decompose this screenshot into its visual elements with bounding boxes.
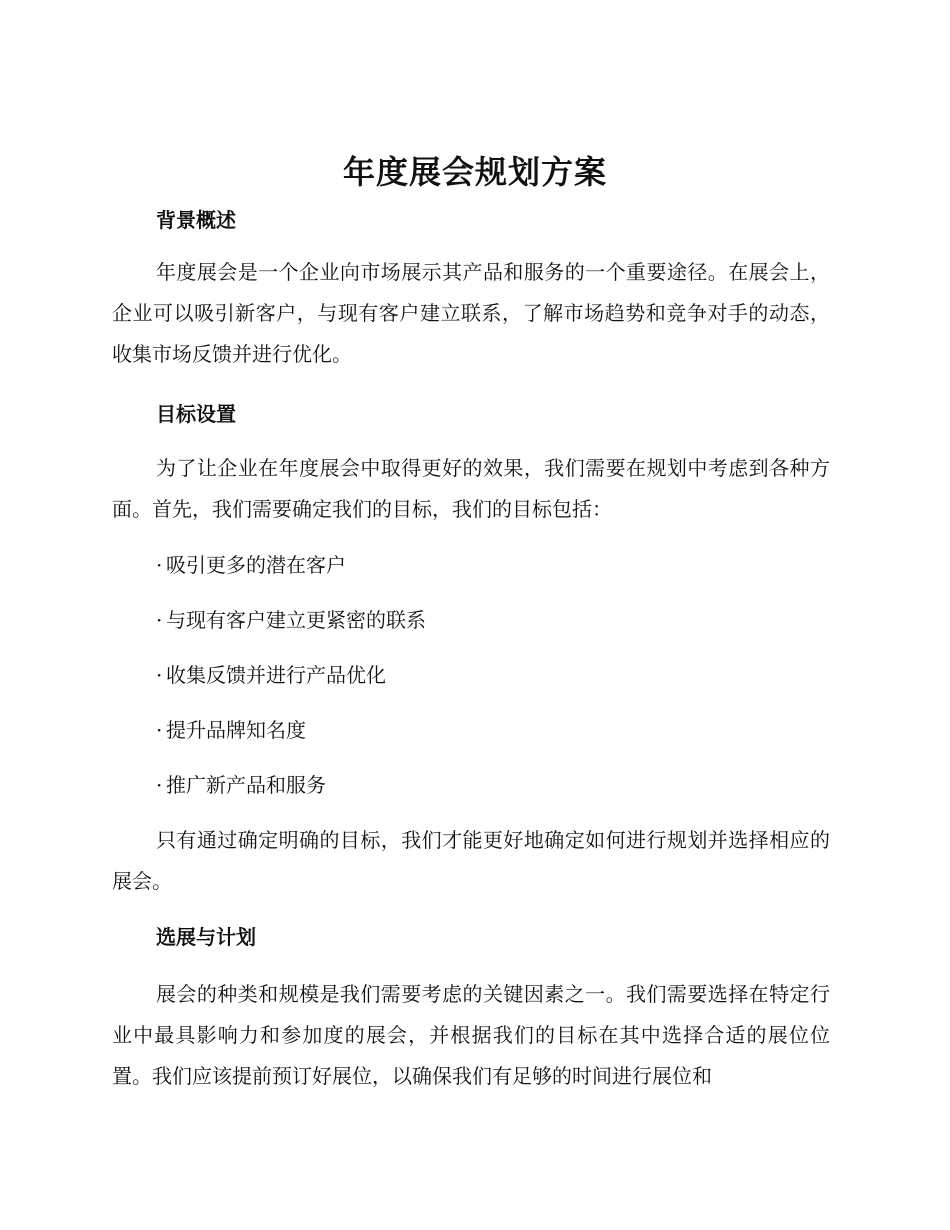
- paragraph-background: 年度展会是一个企业向市场展示其产品和服务的一个重要途径。在展会上，企业可以吸引新客户，与现有客户建立联系，了解市场趋势和竞争对手的动态，收集市场反馈并进行优化。: [112, 260, 830, 366]
- section-heading-goals: 目标设置: [156, 402, 236, 426]
- bullet-marker: ·: [156, 663, 163, 687]
- list-item: [156, 770, 326, 800]
- list-item-text: 与现有客户建立更紧密的联系: [166, 608, 426, 632]
- list-item-text: 吸引更多的潜在客户: [166, 553, 346, 577]
- bullet-marker: ·: [156, 773, 163, 797]
- paragraph-goals-conclusion: 只有通过确定明确的目标，我们才能更好地确定如何进行规划并选择相应的展会。: [112, 828, 830, 893]
- list-item-text: 推广新产品和服务: [166, 773, 326, 797]
- document-title: 年度展会规划方案: [342, 153, 607, 191]
- paragraph-selection-planning: 展会的种类和规模是我们需要考虑的关键因素之一。我们需要选择在特定行业中最具影响力和参加度的展会，并根据我们的目标在其中选择合适的展位位置。我们应该提前预订好展位，以确保我们有足够的时间进行展位和: [112, 982, 830, 1088]
- list-item: [156, 715, 306, 745]
- bullet-marker: ·: [156, 608, 163, 632]
- list-item-text: 收集反馈并进行产品优化: [166, 663, 386, 687]
- paragraph-goals-intro: 为了让企业在年度展会中取得更好的效果，我们需要在规划中考虑到各种方面。首先，我们需要确定我们的目标，我们的目标包括：: [112, 456, 830, 521]
- list-item: [156, 605, 426, 635]
- bullet-marker: ·: [156, 718, 163, 742]
- list-item: [156, 550, 346, 580]
- list-item-text: 提升品牌知名度: [166, 718, 306, 742]
- list-item: [156, 660, 386, 690]
- section-heading-background: 背景概述: [156, 208, 236, 232]
- bullet-marker: ·: [156, 553, 163, 577]
- section-heading-selection-planning: 选展与计划: [156, 925, 256, 949]
